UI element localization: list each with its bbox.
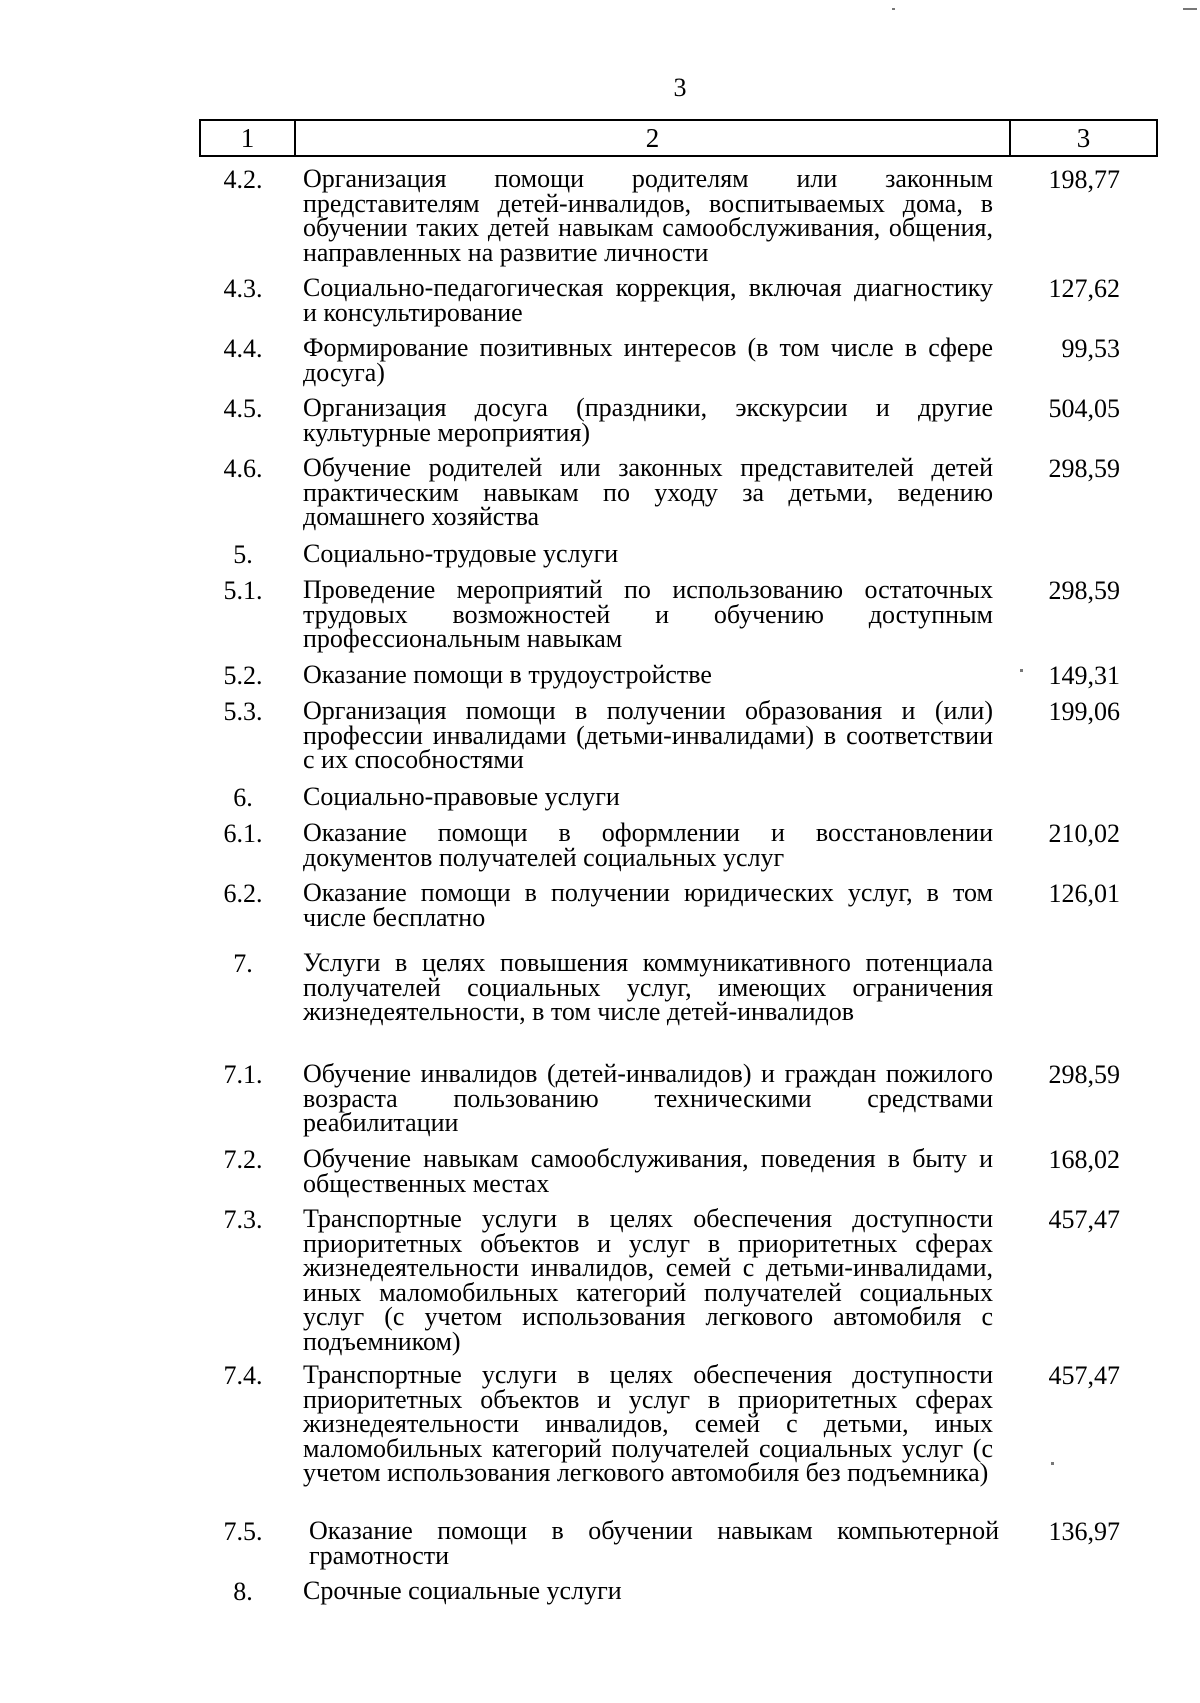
row-service-name: Оказание помощи в получении юридических услуг, в том числе бесплатно bbox=[303, 878, 993, 932]
row-service-name: Услуги в целях повышения коммуникативного потенциала получателей социальных услуг, имеющих ограничения жизнедеятельности, в том числе детей-инвалидов bbox=[303, 948, 993, 1026]
row-service-name: Транспортные услуги в целях обеспечения доступности приоритетных объектов и услуг в приоритетных сферах жизнедеятельности инвалидов, семей с детьми, иных маломобильных категорий получателей социальных услуг (с учетом использования легкового автомобиля без подъемника) bbox=[303, 1360, 993, 1487]
row-price: 457,47 bbox=[1048, 1205, 1120, 1234]
scan-speck bbox=[892, 8, 895, 10]
row-service-name: Социально-педагогическая коррекция, включая диагностику и консультирование bbox=[303, 273, 993, 327]
row-number: 4.5. bbox=[223, 394, 263, 423]
row-number: 6. bbox=[233, 783, 253, 812]
row-service-name: Организация досуга (праздники, экскурсии и другие культурные мероприятия) bbox=[303, 393, 993, 447]
row-price: 298,59 bbox=[1048, 1060, 1120, 1089]
row-service-name: Формирование позитивных интересов (в том числе в сфере досуга) bbox=[303, 333, 993, 387]
table-header bbox=[199, 119, 1158, 157]
row-service-name: Обучение родителей или законных представителей детей практическим навыкам по уходу за детьми, ведению домашнего хозяйства bbox=[303, 453, 993, 531]
row-price: 127,62 bbox=[1048, 274, 1120, 303]
header-col-1: 1 bbox=[201, 121, 296, 155]
scan-speck bbox=[1020, 669, 1023, 672]
scan-speck bbox=[1051, 1462, 1054, 1465]
row-price: 504,05 bbox=[1048, 394, 1120, 423]
row-service-name: Оказание помощи в трудоустройстве bbox=[303, 660, 712, 689]
row-number: 5.3. bbox=[223, 697, 263, 726]
row-service-name: Оказание помощи в обучении навыкам компьютерной грамотности bbox=[309, 1516, 999, 1570]
row-service-name: Организация помощи родителям или законным представителям детей-инвалидов, воспитываемых дома, в обучении таких детей навыкам самообслуживания, общения, направленных на развитие личности bbox=[303, 164, 993, 267]
row-price: 457,47 bbox=[1048, 1361, 1120, 1390]
row-number: 5. bbox=[233, 540, 253, 569]
page-number: 3 bbox=[673, 73, 687, 102]
row-price: 168,02 bbox=[1048, 1145, 1120, 1174]
row-number: 4.2. bbox=[223, 165, 263, 194]
row-number: 7. bbox=[233, 949, 253, 978]
row-number: 4.4. bbox=[223, 334, 263, 363]
row-price: 198,77 bbox=[1048, 165, 1120, 194]
row-price: 199,06 bbox=[1048, 697, 1120, 726]
row-service-name: Срочные социальные услуги bbox=[303, 1576, 622, 1605]
row-price: 99,53 bbox=[1061, 334, 1120, 363]
row-number: 7.1. bbox=[223, 1060, 263, 1089]
row-service-name: Социально-правовые услуги bbox=[303, 782, 620, 811]
scan-speck bbox=[1183, 8, 1197, 10]
row-number: 8. bbox=[233, 1577, 253, 1606]
row-price: 126,01 bbox=[1048, 879, 1120, 908]
row-service-name: Оказание помощи в оформлении и восстановлении документов получателей социальных услуг bbox=[303, 818, 993, 872]
row-number: 7.3. bbox=[223, 1205, 263, 1234]
row-number: 4.6. bbox=[223, 454, 263, 483]
row-number: 7.2. bbox=[223, 1145, 263, 1174]
row-price: 149,31 bbox=[1048, 661, 1120, 690]
header-col-3: 3 bbox=[1076, 122, 1091, 153]
row-service-name: Обучение инвалидов (детей-инвалидов) и граждан пожилого возраста пользованию техническими средствами реабилитации bbox=[303, 1059, 993, 1137]
row-number: 5.1. bbox=[223, 576, 263, 605]
row-price: 136,97 bbox=[1048, 1517, 1120, 1546]
row-number: 6.1. bbox=[223, 819, 263, 848]
row-number: 5.2. bbox=[223, 661, 263, 690]
row-price: 210,02 bbox=[1048, 819, 1120, 848]
row-service-name: Транспортные услуги в целях обеспечения доступности приоритетных объектов и услуг в приоритетных сферах жизнедеятельности инвалидов, семей с детьми-инвалидами, иных маломобильных категорий получателей социальных услуг (с учетом использования легкового автомобиля с подъемником) bbox=[303, 1204, 993, 1356]
row-number: 6.2. bbox=[223, 879, 263, 908]
row-number: 7.5. bbox=[223, 1517, 263, 1546]
row-price: 298,59 bbox=[1048, 454, 1120, 483]
row-price: 298,59 bbox=[1048, 576, 1120, 605]
header-col-2: 2 bbox=[296, 121, 1011, 155]
row-service-name: Обучение навыкам самообслуживания, поведения в быту и общественных местах bbox=[303, 1144, 993, 1198]
row-service-name: Проведение мероприятий по использованию остаточных трудовых возможностей и обучению доступным профессиональным навыкам bbox=[303, 575, 993, 653]
row-number: 7.4. bbox=[223, 1361, 263, 1390]
row-service-name: Социально-трудовые услуги bbox=[303, 539, 619, 568]
row-service-name: Организация помощи в получении образования и (или) профессии инвалидами (детьми-инвалидами) в соответствии с их способностями bbox=[303, 696, 993, 774]
row-number: 4.3. bbox=[223, 274, 263, 303]
